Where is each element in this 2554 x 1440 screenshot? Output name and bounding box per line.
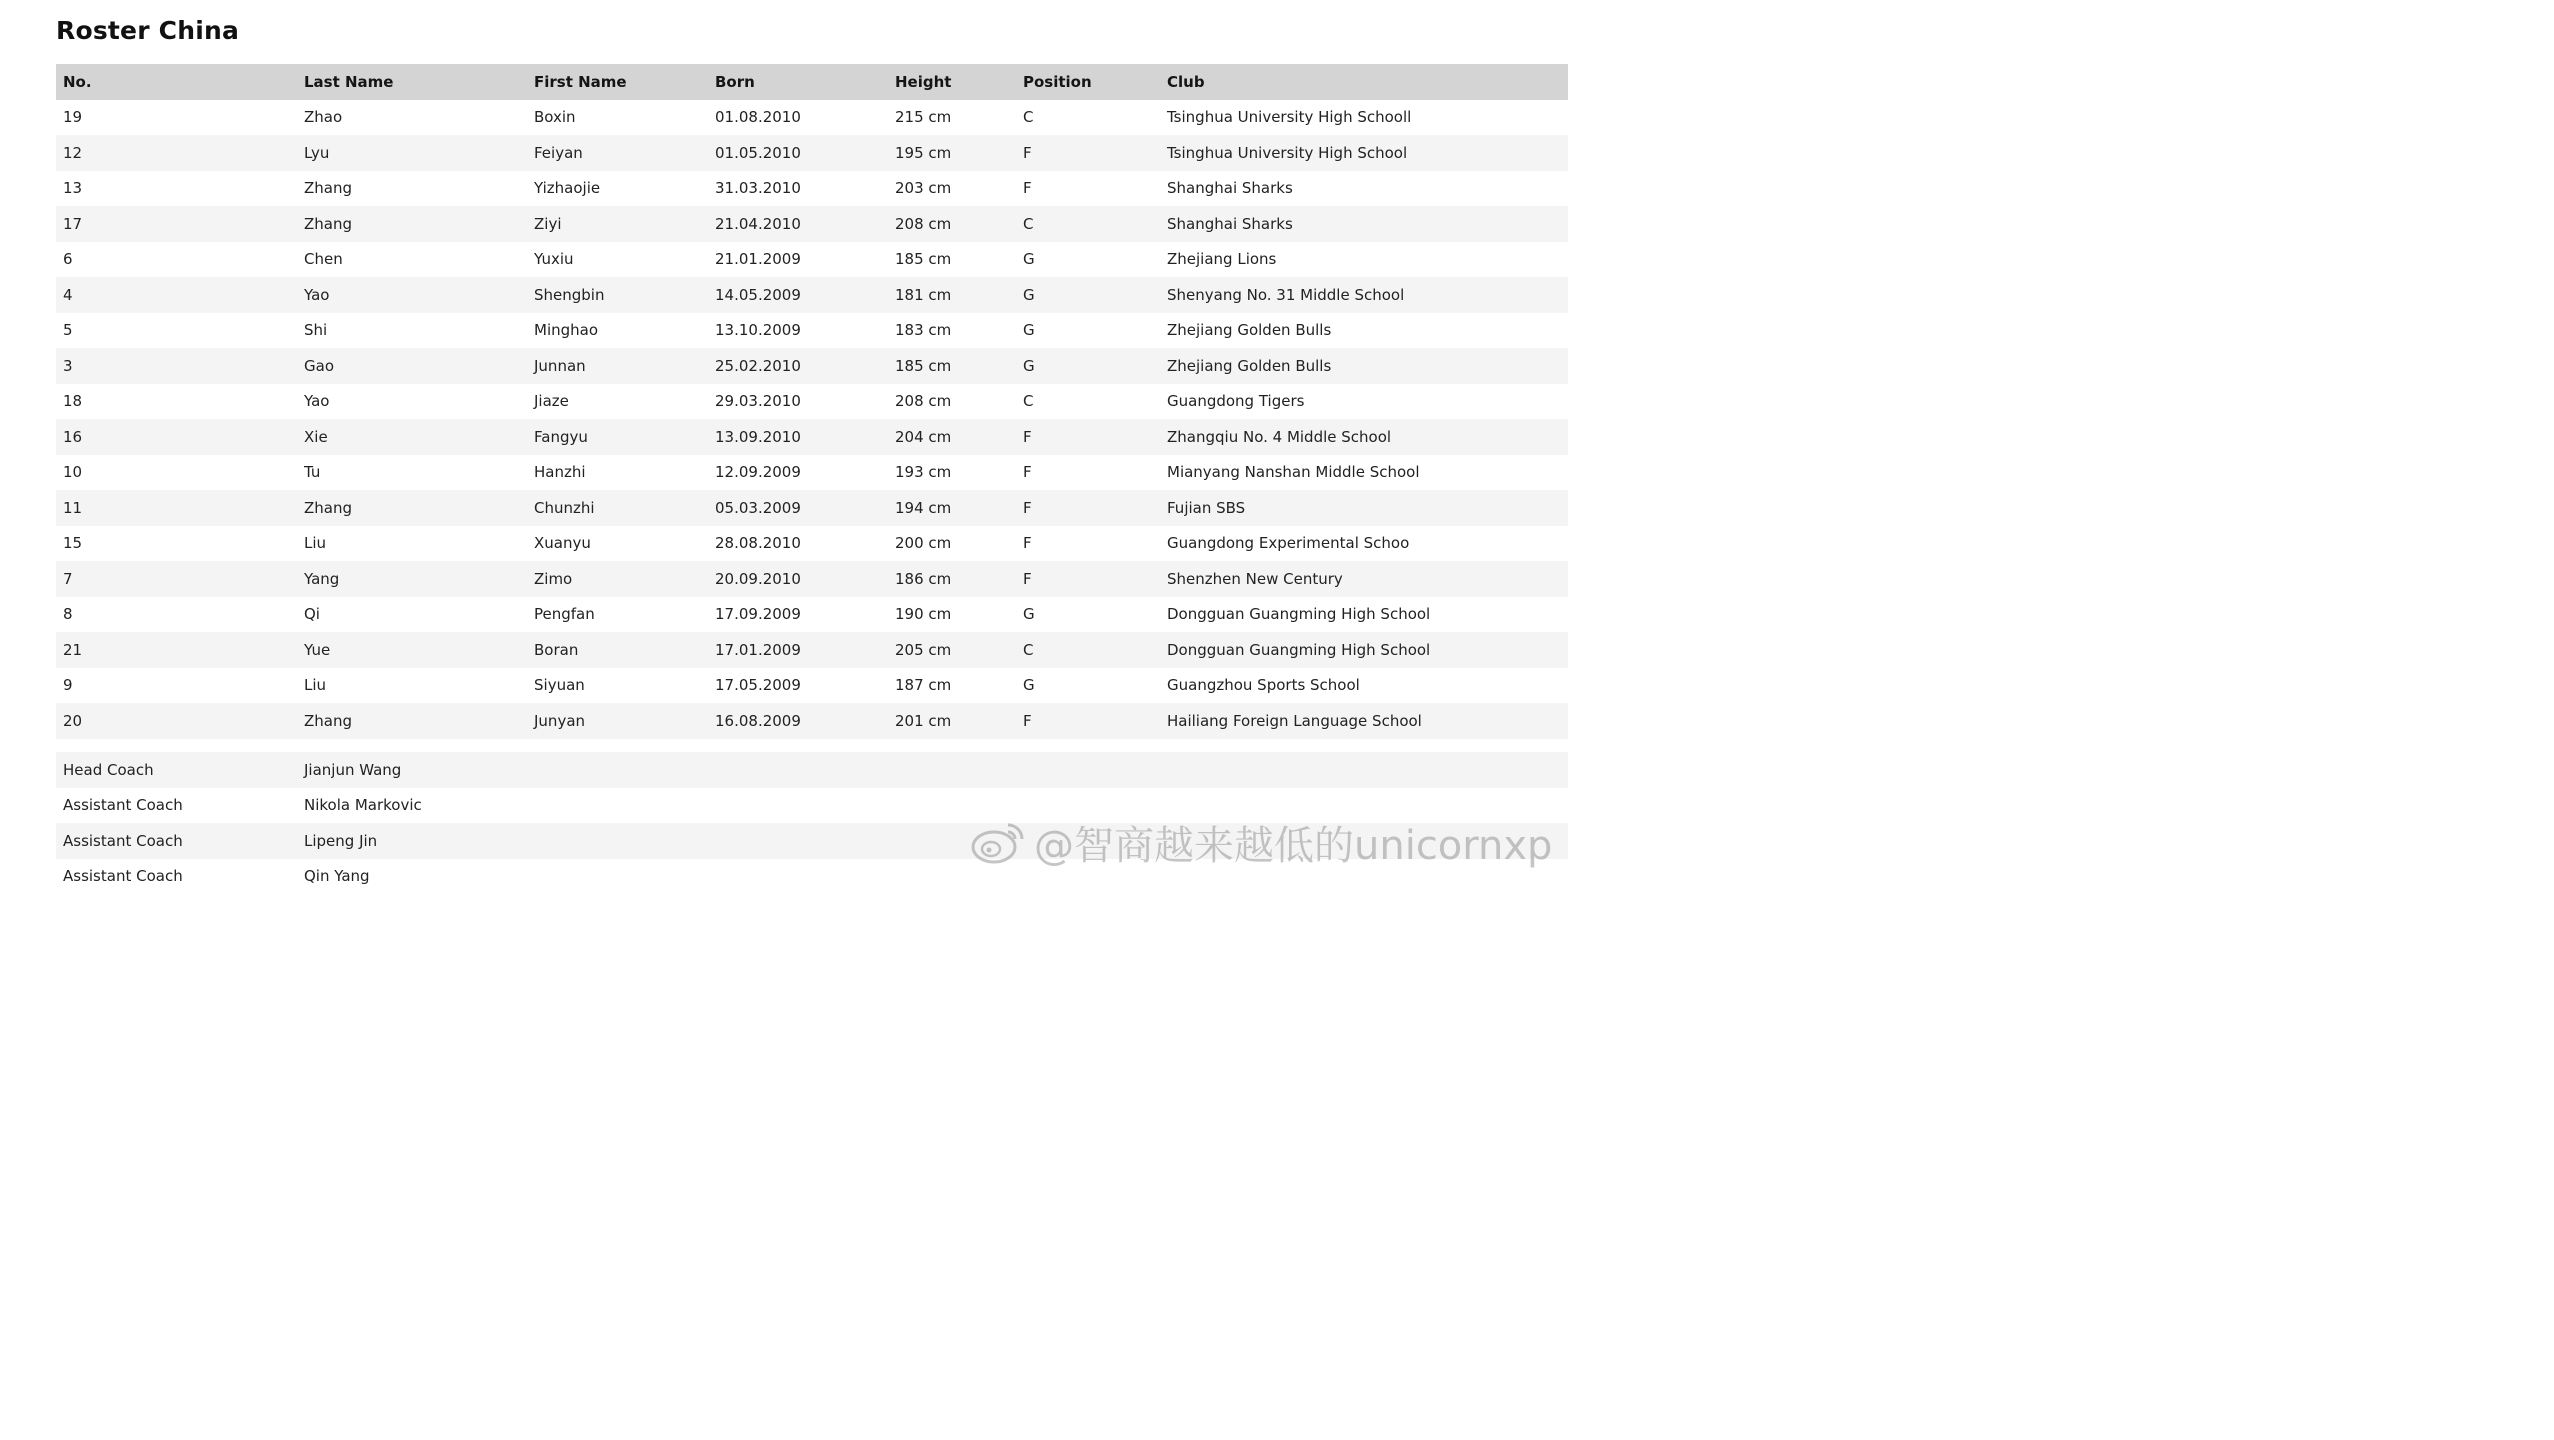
column-header-height[interactable]: Height	[895, 72, 952, 91]
cell-born: 17.09.2009	[715, 605, 801, 624]
cell-number: 12	[63, 143, 83, 162]
cell-born: 13.10.2009	[715, 321, 801, 340]
cell-club: Zhejiang Golden Bulls	[1167, 356, 1332, 375]
cell-position: F	[1023, 498, 1032, 517]
cell-club: Guangdong Experimental Schoo	[1167, 534, 1410, 553]
table-row	[56, 384, 1568, 420]
staff-row	[56, 859, 1568, 895]
cell-club: Guangzhou Sports School	[1167, 676, 1360, 695]
cell-born: 17.05.2009	[715, 676, 801, 695]
cell-club: Guangdong Tigers	[1167, 392, 1305, 411]
cell-position: G	[1023, 605, 1035, 624]
cell-position: F	[1023, 143, 1032, 162]
cell-first-name: Fangyu	[534, 427, 588, 446]
cell-born: 31.03.2010	[715, 179, 801, 198]
cell-last-name: Zhang	[304, 711, 353, 730]
table-row	[56, 490, 1568, 526]
cell-number: 19	[63, 108, 83, 127]
table-row	[56, 277, 1568, 313]
table-row	[56, 313, 1568, 349]
cell-born: 28.08.2010	[715, 534, 801, 553]
staff-role: Assistant Coach	[63, 831, 183, 850]
column-header-born[interactable]: Born	[715, 72, 755, 91]
cell-number: 7	[63, 569, 73, 588]
staff-name: Nikola Markovic	[304, 796, 422, 815]
table-row	[56, 632, 1568, 668]
cell-first-name: Boxin	[534, 108, 576, 127]
cell-last-name: Shi	[304, 321, 328, 340]
staff-name: Lipeng Jin	[304, 831, 378, 850]
cell-position: G	[1023, 676, 1035, 695]
cell-club: Shanghai Sharks	[1167, 179, 1293, 198]
table-row	[56, 171, 1568, 207]
cell-last-name: Yue	[304, 640, 331, 659]
cell-club: Shenyang No. 31 Middle School	[1167, 285, 1405, 304]
table-row	[56, 135, 1568, 171]
column-header-first-name[interactable]: First Name	[534, 72, 627, 91]
cell-height: 205 cm	[895, 640, 952, 659]
cell-club: Dongguan Guangming High School	[1167, 640, 1431, 659]
table-row	[56, 100, 1568, 136]
cell-last-name: Liu	[304, 534, 327, 553]
roster-body	[56, 100, 1568, 739]
cell-first-name: Siyuan	[534, 676, 585, 695]
table-row	[56, 703, 1568, 739]
staff-name: Jianjun Wang	[304, 760, 402, 779]
cell-number: 16	[63, 427, 83, 446]
cell-number: 9	[63, 676, 73, 695]
cell-club: Zhejiang Lions	[1167, 250, 1277, 269]
cell-last-name: Zhang	[304, 498, 353, 517]
cell-first-name: Minghao	[534, 321, 599, 340]
cell-first-name: Boran	[534, 640, 579, 659]
cell-club: Fujian SBS	[1167, 498, 1246, 517]
cell-height: 181 cm	[895, 285, 952, 304]
cell-last-name: Tu	[304, 463, 321, 482]
table-row	[56, 242, 1568, 278]
cell-height: 200 cm	[895, 534, 952, 553]
cell-height: 186 cm	[895, 569, 952, 588]
cell-club: Zhangqiu No. 4 Middle School	[1167, 427, 1392, 446]
cell-club: Hailiang Foreign Language School	[1167, 711, 1422, 730]
cell-height: 194 cm	[895, 498, 952, 517]
staff-row	[56, 823, 1568, 859]
cell-last-name: Chen	[304, 250, 343, 269]
cell-position: F	[1023, 534, 1032, 553]
cell-club: Shanghai Sharks	[1167, 214, 1293, 233]
cell-number: 10	[63, 463, 83, 482]
staff-role: Assistant Coach	[63, 867, 183, 886]
cell-first-name: Feiyan	[534, 143, 583, 162]
cell-born: 16.08.2009	[715, 711, 801, 730]
cell-first-name: Hanzhi	[534, 463, 586, 482]
cell-born: 20.09.2010	[715, 569, 801, 588]
cell-position: G	[1023, 285, 1035, 304]
cell-born: 17.01.2009	[715, 640, 801, 659]
cell-club: Tsinghua University High School	[1167, 143, 1408, 162]
cell-first-name: Yizhaojie	[534, 179, 601, 198]
cell-height: 185 cm	[895, 356, 952, 375]
table-row	[56, 455, 1568, 491]
cell-born: 12.09.2009	[715, 463, 801, 482]
cell-height: 215 cm	[895, 108, 952, 127]
cell-position: F	[1023, 463, 1032, 482]
cell-position: G	[1023, 321, 1035, 340]
cell-number: 15	[63, 534, 83, 553]
cell-height: 193 cm	[895, 463, 952, 482]
roster-header-row	[56, 64, 1568, 100]
cell-club: Mianyang Nanshan Middle School	[1167, 463, 1420, 482]
cell-last-name: Lyu	[304, 143, 330, 162]
table-row	[56, 419, 1568, 455]
cell-position: C	[1023, 108, 1034, 127]
staff-role: Assistant Coach	[63, 796, 183, 815]
cell-height: 208 cm	[895, 392, 952, 411]
cell-first-name: Xuanyu	[534, 534, 591, 553]
cell-number: 13	[63, 179, 83, 198]
cell-number: 5	[63, 321, 73, 340]
cell-last-name: Zhang	[304, 179, 353, 198]
cell-last-name: Gao	[304, 356, 334, 375]
cell-last-name: Qi	[304, 605, 320, 624]
table-row	[56, 348, 1568, 384]
column-header-last-name[interactable]: Last Name	[304, 72, 394, 91]
cell-last-name: Xie	[304, 427, 328, 446]
cell-club: Tsinghua University High Schooll	[1167, 108, 1412, 127]
cell-number: 4	[63, 285, 73, 304]
cell-born: 14.05.2009	[715, 285, 801, 304]
roster-page	[0, 0, 1568, 884]
cell-born: 13.09.2010	[715, 427, 801, 446]
page-title: Roster China	[56, 16, 240, 45]
cell-first-name: Chunzhi	[534, 498, 595, 517]
cell-height: 185 cm	[895, 250, 952, 269]
cell-first-name: Junnan	[534, 356, 586, 375]
cell-first-name: Ziyi	[534, 214, 562, 233]
cell-first-name: Jiaze	[534, 392, 569, 411]
table-row	[56, 561, 1568, 597]
cell-height: 208 cm	[895, 214, 952, 233]
cell-number: 6	[63, 250, 73, 269]
cell-number: 11	[63, 498, 83, 517]
cell-born: 21.04.2010	[715, 214, 801, 233]
staff-role: Head Coach	[63, 760, 154, 779]
cell-born: 29.03.2010	[715, 392, 801, 411]
cell-position: F	[1023, 179, 1032, 198]
cell-born: 21.01.2009	[715, 250, 801, 269]
cell-first-name: Junyan	[534, 711, 586, 730]
cell-number: 8	[63, 605, 73, 624]
table-row	[56, 206, 1568, 242]
cell-height: 203 cm	[895, 179, 952, 198]
cell-born: 25.02.2010	[715, 356, 801, 375]
cell-club: Zhejiang Golden Bulls	[1167, 321, 1332, 340]
cell-height: 187 cm	[895, 676, 952, 695]
cell-position: F	[1023, 427, 1032, 446]
cell-last-name: Zhao	[304, 108, 343, 127]
cell-position: G	[1023, 356, 1035, 375]
cell-first-name: Shengbin	[534, 285, 605, 304]
cell-last-name: Yang	[304, 569, 340, 588]
cell-position: C	[1023, 640, 1034, 659]
staff-name: Qin Yang	[304, 867, 370, 886]
staff-body	[56, 752, 1568, 894]
cell-club: Dongguan Guangming High School	[1167, 605, 1431, 624]
cell-born: 01.08.2010	[715, 108, 801, 127]
cell-first-name: Yuxiu	[534, 250, 574, 269]
cell-number: 18	[63, 392, 83, 411]
cell-last-name: Yao	[304, 392, 330, 411]
cell-height: 195 cm	[895, 143, 952, 162]
staff-row	[56, 788, 1568, 824]
cell-born: 01.05.2010	[715, 143, 801, 162]
roster-table	[56, 64, 1568, 739]
watermark-text: @智商越来越低的unicornxp	[1034, 822, 1553, 869]
cell-height: 183 cm	[895, 321, 952, 340]
cell-born: 05.03.2009	[715, 498, 801, 517]
cell-last-name: Yao	[304, 285, 330, 304]
cell-position: F	[1023, 569, 1032, 588]
column-header-number[interactable]: No.	[63, 72, 92, 91]
cell-height: 201 cm	[895, 711, 952, 730]
cell-position: F	[1023, 711, 1032, 730]
cell-position: C	[1023, 392, 1034, 411]
cell-last-name: Zhang	[304, 214, 353, 233]
cell-position: C	[1023, 214, 1034, 233]
cell-height: 204 cm	[895, 427, 952, 446]
cell-number: 20	[63, 711, 83, 730]
table-row	[56, 668, 1568, 704]
table-row	[56, 526, 1568, 562]
column-header-club[interactable]: Club	[1167, 72, 1205, 91]
staff-table	[56, 752, 1568, 894]
staff-row	[56, 752, 1568, 788]
cell-first-name: Pengfan	[534, 605, 595, 624]
cell-first-name: Zimo	[534, 569, 573, 588]
table-row	[56, 597, 1568, 633]
cell-number: 3	[63, 356, 73, 375]
cell-number: 17	[63, 214, 83, 233]
cell-position: G	[1023, 250, 1035, 269]
cell-height: 190 cm	[895, 605, 952, 624]
cell-number: 21	[63, 640, 83, 659]
column-header-position[interactable]: Position	[1023, 72, 1092, 91]
cell-club: Shenzhen New Century	[1167, 569, 1343, 588]
cell-last-name: Liu	[304, 676, 327, 695]
